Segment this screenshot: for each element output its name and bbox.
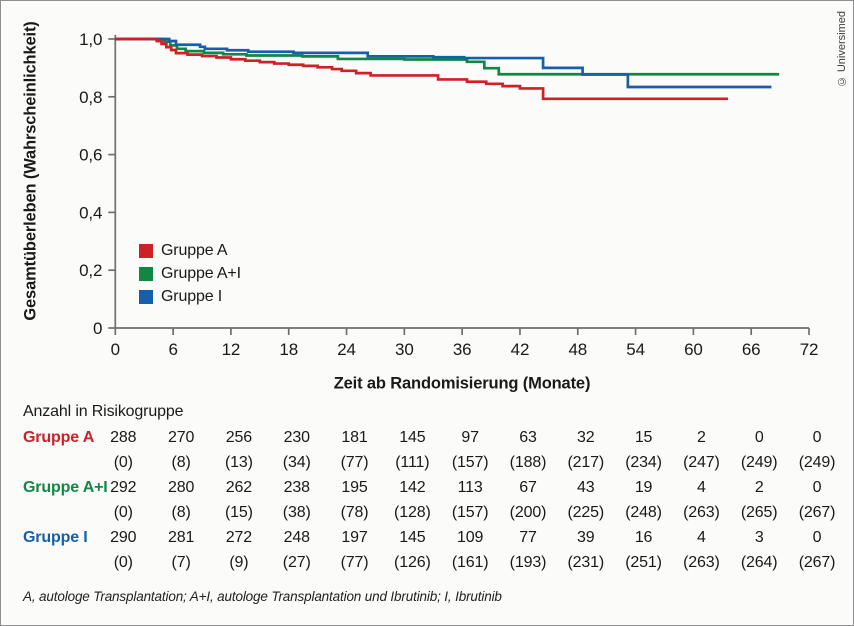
risk-cum-events-value: (0) [113,554,133,571]
risk-at-risk-value: 0 [812,479,822,496]
risk-cum-events-value: (8) [171,504,191,521]
x-tick-label: 36 [452,340,472,359]
x-tick-label: 18 [279,340,299,359]
risk-table-title: Anzahl in Risikogruppe [23,403,184,420]
risk-at-risk-value: 77 [519,529,537,546]
x-tick-label: 66 [741,340,761,359]
risk-at-risk-value: 19 [634,479,653,496]
risk-cum-events-value: (225) [567,504,605,521]
risk-cum-events-value: (8) [171,454,191,471]
risk-at-risk-value: 109 [457,529,484,546]
risk-at-risk-value: 195 [341,479,368,496]
risk-cum-events-value: (263) [683,504,720,521]
risk-at-risk-value: 67 [519,479,537,496]
risk-cum-events-value: (161) [451,554,489,571]
risk-at-risk-value: 248 [283,529,310,546]
risk-cum-events-value: (111) [395,454,430,471]
risk-cum-events-value: (234) [625,454,662,471]
copyright-text: © Universimed [836,11,848,88]
legend-label: Gruppe A+I [161,264,241,282]
risk-at-risk-value: 97 [461,429,479,446]
risk-row-label: Gruppe I [23,529,88,546]
risk-cum-events-value: (248) [625,504,662,521]
y-axis-title: Gesamtüberleben (Wahrscheinlichkeit) [21,21,40,321]
risk-at-risk-value: 256 [225,429,253,446]
risk-at-risk-value: 272 [225,529,253,546]
km-plot [1,1,854,401]
x-tick-label: 54 [626,340,645,359]
risk-row-label: Gruppe A [23,429,95,446]
risk-at-risk-value: 2 [697,429,706,446]
y-tick-label: 0,4 [79,203,103,223]
risk-cum-events-value: (264) [740,554,778,571]
x-tick-label: 60 [684,340,703,359]
legend [139,239,241,308]
risk-at-risk-value: 145 [399,429,426,446]
risk-at-risk-value: 0 [812,429,822,446]
x-tick-label: 6 [168,340,178,359]
x-tick-label: 24 [337,340,356,359]
risk-cum-events-value: (0) [113,504,133,521]
risk-at-risk-value: 288 [110,429,137,446]
risk-cum-events-value: (9) [229,554,249,571]
risk-at-risk-value: 292 [110,479,137,496]
risk-cum-events-value: (27) [282,554,311,571]
risk-cum-events-value: (251) [625,554,662,571]
risk-cum-events-value: (188) [509,454,547,471]
legend-entry [139,262,241,285]
risk-cum-events-value: (157) [451,504,489,521]
risk-at-risk-value: 0 [754,429,764,446]
risk-at-risk-value: 63 [519,429,537,446]
legend-swatch [139,244,153,258]
x-tick-label: 0 [110,340,120,359]
risk-cum-events-value: (217) [567,454,605,471]
risk-cum-events-value: (249) [740,454,778,471]
risk-cum-events-value: (38) [282,504,311,521]
risk-cum-events-value: (157) [451,454,489,471]
risk-cum-events-value: (200) [509,504,547,521]
risk-row-label: Gruppe A+I [23,479,108,496]
risk-at-risk-value: 16 [634,529,653,546]
y-tick-label: 0,6 [79,145,103,165]
risk-cum-events-value: (0) [113,454,133,471]
risk-at-risk-value: 238 [283,479,310,496]
risk-at-risk-value: 0 [812,529,822,546]
risk-cum-events-value: (265) [740,504,778,521]
x-tick-label: 48 [568,340,588,359]
y-tick-label: 0,8 [79,87,103,107]
risk-cum-events-value: (34) [282,454,311,471]
risk-at-risk-value: 4 [697,529,706,546]
y-tick-label: 0,2 [79,261,103,281]
risk-cum-events-value: (193) [509,554,547,571]
risk-at-risk-value: 290 [110,529,137,546]
x-tick-label: 42 [510,340,530,359]
risk-cum-events-value: (77) [340,454,369,471]
risk-cum-events-value: (263) [683,554,720,571]
legend-label: Gruppe I [161,287,223,305]
legend-label: Gruppe A [161,241,228,259]
risk-cum-events-value: (7) [171,554,191,571]
risk-at-risk-value: 113 [457,479,483,496]
risk-at-risk-value: 281 [167,529,195,546]
risk-cum-events-value: (231) [567,554,605,571]
risk-at-risk-value: 2 [754,479,764,496]
risk-at-risk-value: 39 [577,529,595,546]
risk-cum-events-value: (267) [798,554,836,571]
risk-at-risk-value: 3 [754,529,764,546]
risk-at-risk-value: 230 [283,429,310,446]
risk-cum-events-value: (13) [224,454,253,471]
risk-at-risk-value: 15 [634,429,653,446]
risk-at-risk-value: 181 [341,429,368,446]
risk-cum-events-value: (78) [340,504,369,521]
risk-at-risk-value: 142 [399,479,426,496]
x-tick-label: 12 [221,340,241,359]
y-tick-label: 0 [92,319,103,338]
risk-cum-events-value: (77) [340,554,369,571]
risk-cum-events-value: (247) [683,454,720,471]
x-tick-label: 72 [799,340,819,359]
legend-swatch [139,290,153,304]
risk-cum-events-value: (267) [798,504,836,521]
risk-cum-events-value: (128) [394,504,431,521]
legend-entry [139,285,241,308]
legend-swatch [139,267,153,281]
x-tick-label: 30 [395,340,414,359]
risk-at-risk-value: 145 [399,529,426,546]
y-tick-label: 1,0 [79,30,103,49]
risk-at-risk-value: 32 [577,429,595,446]
x-axis-title: Zeit ab Randomisierung (Monate) [333,374,591,393]
risk-at-risk-value: 197 [341,529,368,546]
risk-cum-events-value: (126) [394,554,431,571]
legend-entry [139,239,241,262]
risk-at-risk-value: 43 [577,479,595,496]
risk-at-risk-value: 270 [167,429,195,446]
risk-cum-events-value: (249) [798,454,836,471]
risk-cum-events-value: (15) [224,504,253,521]
risk-at-risk-value: 4 [697,479,706,496]
risk-at-risk-value: 262 [225,479,253,496]
footnote: A, autologe Transplantation; A+I, autologe Transplantation und Ibrutinib; I, Ibrutinib [23,589,502,604]
risk-at-risk-value: 280 [167,479,195,496]
